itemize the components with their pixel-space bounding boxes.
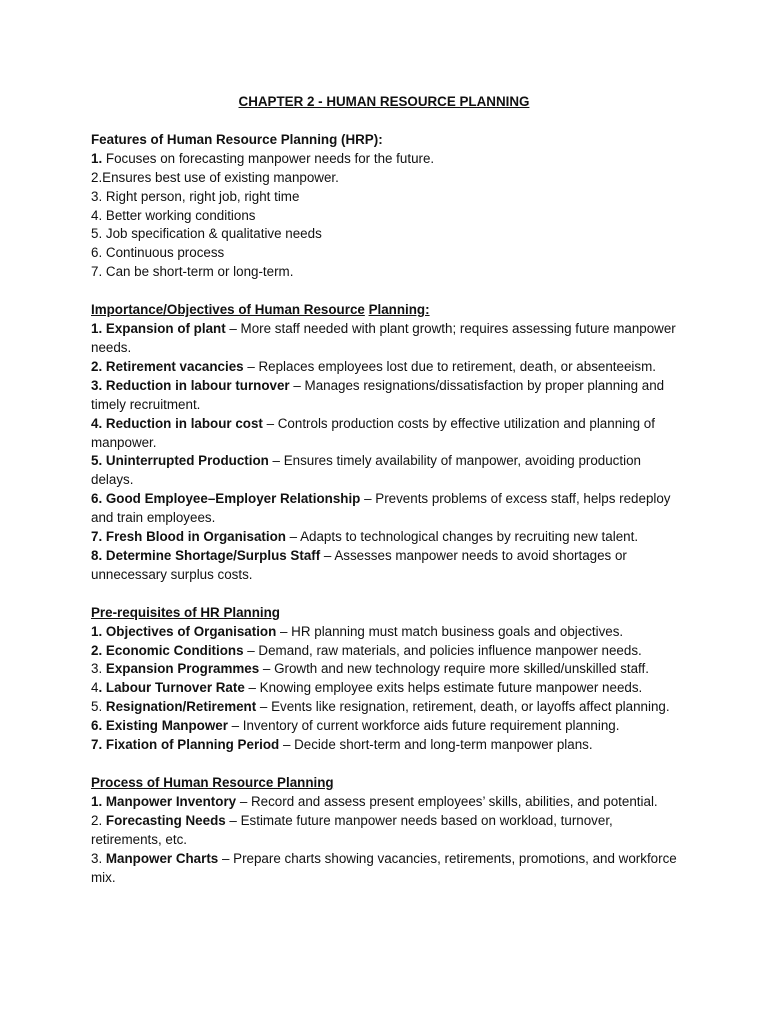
prerequisites-item xyxy=(91,623,677,642)
features-item-number: 3. xyxy=(91,188,103,204)
prerequisites-item-text: – Demand, raw materials, and policies influence manpower needs. xyxy=(243,642,642,658)
features-section xyxy=(91,131,677,282)
prerequisites-item-number: 3. xyxy=(91,661,103,677)
process-item xyxy=(91,812,677,850)
importance-item-term: Retirement vacancies xyxy=(102,358,244,374)
prerequisites-item-number: 2. xyxy=(91,642,103,658)
features-item-text: Right person, right job, right time xyxy=(102,188,300,204)
prerequisites-item-text: – Growth and new technology require more skilled/unskilled staff. xyxy=(259,661,649,677)
prerequisites-item-text: – Events like resignation, retirement, death, or layoffs affect planning. xyxy=(256,699,670,715)
importance-item-number: 1. xyxy=(91,321,103,337)
prerequisites-item xyxy=(91,642,677,661)
process-item xyxy=(91,850,677,888)
importance-item-text: – Prevents problems of excess staff, helps redeploy and train employees. xyxy=(91,491,671,526)
importance-item-term: Uninterrupted Production xyxy=(102,453,269,469)
importance-item-text: – Manages resignations/dissatisfaction by proper planning and timely recruitment. xyxy=(91,377,665,412)
process-item-term: Manpower Charts xyxy=(102,850,219,866)
features-item xyxy=(91,263,677,282)
importance-item xyxy=(91,320,677,358)
prerequisites-item xyxy=(91,717,677,736)
importance-item-text: – Controls production costs by effective utilization and planning of manpower. xyxy=(91,415,655,450)
importance-item-number: 7. xyxy=(91,529,103,545)
features-item xyxy=(91,150,677,169)
prerequisites-item-term: Expansion Programmes xyxy=(102,661,260,677)
prerequisites-item-text: – Knowing employee exits helps estimate future manpower needs. xyxy=(244,680,643,696)
process-item-number: 1. xyxy=(91,793,103,809)
features-item-number: 4. xyxy=(91,207,103,223)
process-item-term: Manpower Inventory xyxy=(102,793,237,809)
prerequisites-heading: Pre-requisites of HR Planning xyxy=(91,604,280,620)
prerequisites-item-number: 6. xyxy=(91,718,103,734)
prerequisites-item-term: Existing Manpower xyxy=(102,718,228,734)
prerequisites-item-term: Fixation of Planning Period xyxy=(102,737,280,753)
importance-item xyxy=(91,415,677,453)
features-item-text: Job specification & qualitative needs xyxy=(102,226,322,242)
features-item-number: 1. xyxy=(91,150,103,166)
prerequisites-item-term: Resignation/Retirement xyxy=(102,699,257,715)
importance-item-text: – Adapts to technological changes by recruiting new talent. xyxy=(285,529,639,545)
importance-item xyxy=(91,358,677,377)
importance-item-number: 5. xyxy=(91,453,103,469)
prerequisites-item xyxy=(91,660,677,679)
features-item xyxy=(91,244,677,263)
prerequisites-item-number: 7. xyxy=(91,737,103,753)
process-item xyxy=(91,793,677,812)
prerequisites-list xyxy=(91,623,677,755)
importance-item-term: Fresh Blood in Organisation xyxy=(102,529,286,545)
importance-item-number: 6. xyxy=(91,491,103,507)
prerequisites-item-term: Economic Conditions xyxy=(102,642,244,658)
features-item-text: Continuous process xyxy=(102,245,225,261)
prerequisites-item xyxy=(91,679,677,698)
features-item-number: 6. xyxy=(91,245,103,261)
process-heading: Process of Human Resource Planning xyxy=(91,775,334,790)
importance-item-term: Reduction in labour cost xyxy=(102,415,263,431)
features-item xyxy=(91,188,677,207)
importance-section xyxy=(91,301,677,585)
features-item-number: 2. xyxy=(91,169,103,185)
prerequisites-item-text: – HR planning must match business goals and objectives. xyxy=(276,623,624,639)
importance-item-term: Expansion of plant xyxy=(102,321,226,337)
features-item-text: Focuses on forecasting manpower needs for the future. xyxy=(102,150,435,166)
importance-list xyxy=(91,320,677,585)
prerequisites-item xyxy=(91,698,677,717)
importance-item-term: Determine Shortage/Surplus Staff xyxy=(102,547,321,563)
prerequisites-item-term: Objectives of Organisation xyxy=(102,623,277,639)
process-item-term: Forecasting Needs xyxy=(102,812,226,828)
chapter-title: CHAPTER 2 - HUMAN RESOURCE PLANNING xyxy=(238,94,530,109)
importance-item-number: 3. xyxy=(91,377,103,393)
importance-item-text: – More staff needed with plant growth; requires assessing future manpower needs. xyxy=(91,321,676,355)
importance-item-term: Good Employee–Employer Relationship xyxy=(102,491,361,507)
prerequisites-item-term: . Labour Turnover Rate xyxy=(98,680,245,696)
prerequisites-item-text: – Decide short-term and long-term manpower plans. xyxy=(279,737,593,753)
process-item-text: – Prepare charts showing vacancies, retirements, promotions, and workforce mix. xyxy=(91,850,677,885)
importance-heading-part1: Importance/Objectives of Human Resource xyxy=(91,302,365,318)
process-item-number: 3. xyxy=(91,850,103,866)
importance-item xyxy=(91,528,677,547)
importance-heading-part2: Planning: xyxy=(368,302,430,318)
importance-item-number: 4. xyxy=(91,415,103,431)
features-item xyxy=(91,207,677,226)
features-item-text: Ensures best use of existing manpower. xyxy=(102,169,339,185)
features-heading: Features of Human Resource Planning (HRP): xyxy=(91,131,383,147)
importance-item-number: 2. xyxy=(91,358,103,374)
importance-item xyxy=(91,547,677,585)
prerequisites-item xyxy=(91,736,677,755)
process-item-text: – Estimate future manpower needs based on workload, turnover, retirements, etc. xyxy=(91,812,613,847)
prerequisites-item-number: 4 xyxy=(91,680,99,696)
features-item xyxy=(91,169,677,188)
prerequisites-item-number: 1. xyxy=(91,623,103,639)
importance-item xyxy=(91,377,677,415)
importance-item-text: – Ensures timely availability of manpower, avoiding production delays. xyxy=(91,453,641,488)
process-section xyxy=(91,774,677,887)
features-item-number: 7. xyxy=(91,264,103,280)
process-list xyxy=(91,793,677,888)
features-list xyxy=(91,150,677,282)
importance-item-text: – Assesses manpower needs to avoid shortages or unnecessary surplus costs. xyxy=(91,547,627,582)
importance-item-term: Reduction in labour turnover xyxy=(102,377,290,393)
importance-item xyxy=(91,490,677,528)
importance-item-number: 8. xyxy=(91,547,103,563)
importance-item xyxy=(91,452,677,490)
importance-item-text: – Replaces employees lost due to retirement, death, or absenteeism. xyxy=(243,358,656,374)
prerequisites-item-text: – Inventory of current workforce aids future requirement planning. xyxy=(227,718,620,734)
features-item-text: Can be short-term or long-term. xyxy=(102,264,294,280)
importance-heading xyxy=(91,301,677,320)
features-item xyxy=(91,225,677,244)
prerequisites-item-number: 5. xyxy=(91,699,103,715)
features-item-text: Better working conditions xyxy=(102,207,256,223)
features-item-number: 5. xyxy=(91,226,103,242)
process-item-number: 2. xyxy=(91,812,103,828)
process-item-text: – Record and assess present employees’ skills, abilities, and potential. xyxy=(236,793,658,809)
prerequisites-section xyxy=(91,604,677,755)
